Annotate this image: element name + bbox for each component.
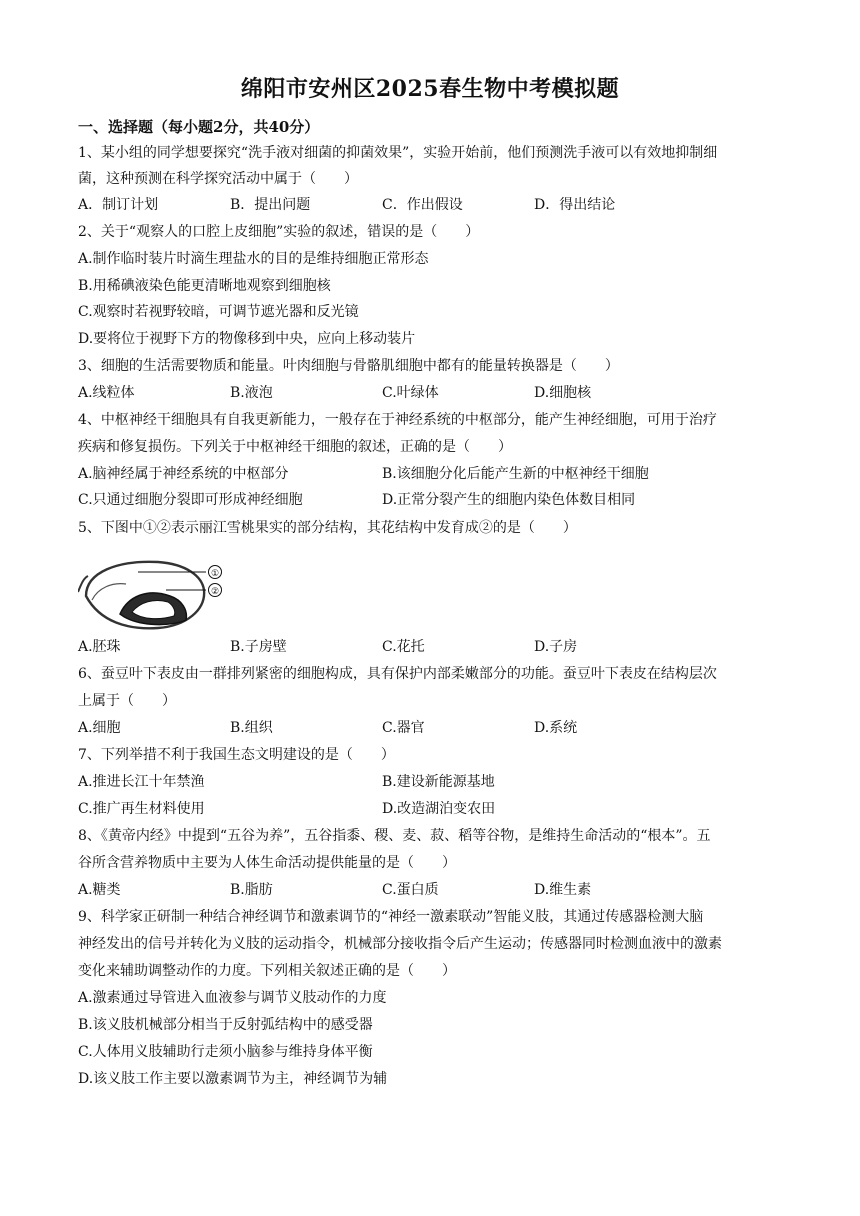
question-6-option-a: A.细胞	[78, 720, 121, 736]
question-9-stem-line-2: 神经发出的信号并转化为义肢的运动指令，机械部分接收指令后产生运动；传感器同时检测血液中的激素	[78, 936, 722, 952]
question-4-option-c: C.只通过细胞分裂即可形成神经细胞	[78, 492, 303, 508]
question-2-option-c: C.观察时若视野较暗，可调节遮光器和反光镜	[78, 304, 359, 320]
question-6-option-b: B.组织	[230, 720, 273, 736]
question-9-option-a: A.激素通过导管进入血液参与调节义肢动作的力度	[78, 990, 387, 1006]
question-4-stem-line-1: 4、中枢神经干细胞具有自我更新能力，一般存在于神经系统的中枢部分，能产生神经细胞，可用于治疗	[78, 412, 717, 428]
question-9-stem-line-1: 9、科学家正研制一种结合神经调节和激素调节的“神经一激素联动”智能义肢，其通过传感器检测大脑	[78, 909, 704, 925]
question-8-option-c: C.蛋白质	[382, 882, 439, 898]
question-5-stem-line-1: 5、下图中①②表示丽江雪桃果实的部分结构，其花结构中发育成②的是（ ）	[78, 520, 577, 536]
question-6-stem-line-1: 6、蚕豆叶下表皮由一群排列紧密的细胞构成，具有保护内部柔嫩部分的功能。蚕豆叶下表皮在结构层次	[78, 666, 717, 682]
question-2-option-a: A.制作临时装片时滴生理盐水的目的是维持细胞正常形态	[78, 251, 429, 267]
question-5-option-a: A.胚珠	[78, 639, 121, 655]
question-1-stem-line-1: 1、某小组的同学想要探究“洗手液对细菌的抑菌效果”，实验开始前，他们预测洗手液可以有效地抑制细	[78, 145, 718, 161]
question-7-option-a: A.推进长江十年禁渔	[78, 774, 205, 790]
question-4-option-b: B.该细胞分化后能产生新的中枢神经干细胞	[382, 466, 649, 482]
question-3-option-b: B.液泡	[230, 385, 273, 401]
exam-title: 绵阳市安州区2025春生物中考模拟题	[240, 76, 620, 102]
question-8-option-a: A.糖类	[78, 882, 121, 898]
question-1-stem-line-2: 菌，这种预测在科学探究活动中属于（ ）	[78, 171, 358, 187]
question-6-option-c: C.器官	[382, 720, 425, 736]
question-7-option-b: B.建设新能源基地	[382, 774, 495, 790]
question-7-option-d: D.改造湖泊变农田	[382, 801, 496, 817]
question-5-option-c: C.花托	[382, 639, 425, 655]
figure-label-1: ①	[210, 569, 220, 579]
question-2-option-b: B.用稀碘液染色能更清晰地观察到细胞核	[78, 278, 331, 294]
question-2-option-d: D.要将位于视野下方的物像移到中央，应向上移动装片	[78, 331, 416, 347]
question-5-option-d: D.子房	[534, 639, 578, 655]
peach-fruit-diagram	[78, 552, 238, 634]
question-8-option-b: B.脂肪	[230, 882, 273, 898]
question-5-option-b: B.子房壁	[230, 639, 287, 655]
question-4-option-a: A.脑神经属于神经系统的中枢部分	[78, 466, 289, 482]
question-2-stem-line-1: 2、关于“观察人的口腔上皮细胞”实验的叙述，错误的是（ ）	[78, 224, 480, 240]
question-3-stem-line-1: 3、细胞的生活需要物质和能量。叶肉细胞与骨骼肌细胞中都有的能量转换器是（ ）	[78, 358, 619, 374]
question-3-option-d: D.细胞核	[534, 385, 592, 401]
question-7-option-c: C.推广再生材料使用	[78, 801, 205, 817]
question-8-stem-line-2: 谷所含营养物质中主要为人体生命活动提供能量的是（ ）	[78, 855, 456, 871]
question-4-option-d: D.正常分裂产生的细胞内染色体数目相同	[382, 492, 636, 508]
question-1-option-b: B．提出问题	[230, 197, 311, 213]
question-3-option-c: C.叶绿体	[382, 385, 439, 401]
question-1-option-a: A．制订计划	[78, 197, 159, 213]
question-8-option-d: D.维生素	[534, 882, 592, 898]
question-7-stem-line-1: 7、下列举措不利于我国生态文明建设的是（ ）	[78, 747, 395, 763]
question-6-option-d: D.系统	[534, 720, 578, 736]
question-9-stem-line-3: 变化来辅助调整动作的力度。下列相关叙述正确的是（ ）	[78, 963, 456, 979]
question-6-stem-line-2: 上属于（ ）	[78, 693, 176, 709]
question-9-option-b: B.该义肢机械部分相当于反射弧结构中的感受器	[78, 1017, 373, 1033]
question-4-stem-line-2: 疾病和修复损伤。下列关于中枢神经干细胞的叙述，正确的是（ ）	[78, 439, 512, 455]
question-1-option-d: D．得出结论	[534, 197, 616, 213]
question-3-option-a: A.线粒体	[78, 385, 135, 401]
figure-label-2: ②	[210, 587, 220, 597]
question-9-option-c: C.人体用义肢辅助行走须小脑参与维持身体平衡	[78, 1044, 373, 1060]
question-8-stem-line-1: 8、《黄帝内经》中提到“五谷为养”，五谷指黍、稷、麦、菽、稻等谷物，是维持生命活动的“根本”。五	[78, 828, 711, 844]
question-9-option-d: D.该义肢工作主要以激素调节为主，神经调节为辅	[78, 1071, 388, 1087]
question-1-option-c: C．作出假设	[382, 197, 463, 213]
section-heading: 一、选择题（每小题2分，共40分）	[78, 118, 320, 136]
